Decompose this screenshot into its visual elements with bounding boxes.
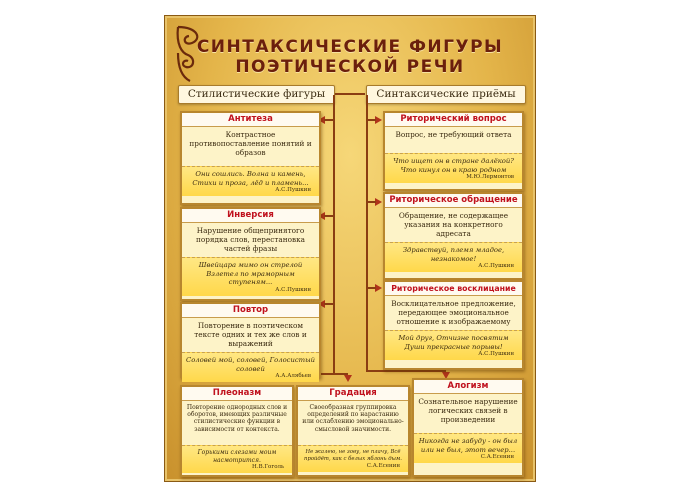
card-definition: Вопрос, не требующий ответа [395, 130, 512, 139]
card-antiteza [180, 111, 321, 205]
example-author: С.А.Есенин [366, 463, 400, 469]
connector [324, 119, 334, 121]
card-example [182, 352, 319, 382]
right-header: Синтаксические приёмы [366, 85, 526, 104]
arrow-vosklicanie [375, 284, 382, 292]
title-line-1: СИНТАКСИЧЕСКИЕ ФИГУРЫ [196, 37, 504, 57]
example-text: Никогда не забуду - он был или не был, этот вечер... [418, 437, 518, 454]
example-author: Н.В.Гоголь [252, 464, 284, 470]
example-text: Соловей мой, соловей, Голосистый соловей [186, 356, 316, 373]
card-title: Плеоназм [182, 387, 292, 401]
card-title: Повтор [182, 304, 319, 318]
example-text: Здравствуй, племя младое, незнакомое! [402, 246, 505, 263]
example-author: А.С.Пушкин [478, 351, 514, 358]
example-text: Они сошлись. Волна и камень, Стихи и проза, лёд и пламень... [192, 170, 309, 187]
arrow-obrashchenie [375, 198, 382, 206]
example-author: А.С.Пушкин [275, 286, 311, 293]
card-title: Инверсия [182, 209, 319, 223]
example-text: Что ищет он в стране далёкой? Что кинул он в краю родном [393, 157, 514, 174]
header-connector [335, 93, 365, 95]
card-gradaciya [296, 385, 410, 477]
example-author: А.С.Пушкин [275, 187, 311, 194]
connector [367, 201, 376, 203]
example-author: С.А.Есенин [480, 454, 514, 461]
card-povtor [180, 302, 321, 378]
card-vosklicanie [383, 280, 524, 370]
card-definition: Контрастное противопоставление понятий и образов [189, 130, 312, 158]
connector [367, 287, 376, 289]
example-text: Не жалею, не зову, не плачу, Всё пройдёт, как с белых яблонь дым. [304, 449, 402, 462]
card-title: Антитеза [182, 113, 319, 127]
card-title: Алогизм [414, 380, 522, 394]
title-line-2: ПОЭТИЧЕСКОЙ РЕЧИ [235, 57, 465, 77]
card-example [182, 445, 292, 473]
card-vopros [383, 111, 524, 191]
connector [324, 215, 334, 217]
card-definition: Повторение однородных слов и оборотов, имеющих различные стилистические функции в зависимости от контекста. [186, 404, 288, 433]
example-author: А.С.Пушкин [478, 263, 514, 270]
card-title: Градация [298, 387, 408, 401]
example-author: М.Ю.Лермонтов [466, 174, 514, 181]
card-definition: Своеобразная группировка определений по нарастанию или ослаблению эмоционально-смысловой значимости. [302, 404, 404, 433]
card-alogizm [412, 378, 524, 477]
page-title [164, 37, 536, 77]
card-obrashchenie [383, 192, 524, 280]
card-example [414, 433, 522, 463]
card-title: Риторическое обращение [385, 194, 522, 208]
card-pleonazm [180, 385, 294, 477]
poster [164, 15, 536, 482]
card-inversiya [180, 207, 321, 301]
example-author: А.А.Алябьев [275, 373, 311, 380]
arrow-vopros [375, 116, 382, 124]
card-example [182, 166, 319, 196]
card-definition: Сознательное нарушение логических связей в произведении [418, 397, 518, 425]
example-text: Швейцара мимо он стрелой Взлетел по мраморным ступеням... [198, 261, 303, 287]
card-definition: Обращение, не содержащее указания на конкретного адресата [398, 211, 509, 239]
connector [366, 370, 446, 372]
card-definition: Повторение в поэтическом тексте одних и тех же слов и выражений [194, 321, 307, 349]
card-title: Риторическое восклицание [385, 282, 522, 296]
left-header: Стилистические фигуры [178, 85, 335, 104]
card-example [385, 153, 522, 183]
example-text: Горькими слезами моим насмотрится. [197, 449, 277, 464]
arrow-gradaciya [344, 375, 352, 382]
card-example [182, 257, 319, 296]
left-spine [333, 95, 335, 375]
example-text: Мой друг, Отчизне посвятим Души прекрасные порывы! [398, 334, 509, 351]
card-example [385, 242, 522, 272]
connector [324, 303, 334, 305]
card-title: Риторический вопрос [385, 113, 522, 127]
card-definition: Нарушение общепринятого порядка слов, перестановка частей фразы [195, 226, 306, 254]
card-definition: Восклицательное предложение, передающее эмоциональное отношение к изображаемому [391, 299, 516, 327]
connector [367, 119, 376, 121]
right-spine [366, 95, 368, 370]
card-example [298, 445, 408, 472]
card-example [385, 330, 522, 360]
